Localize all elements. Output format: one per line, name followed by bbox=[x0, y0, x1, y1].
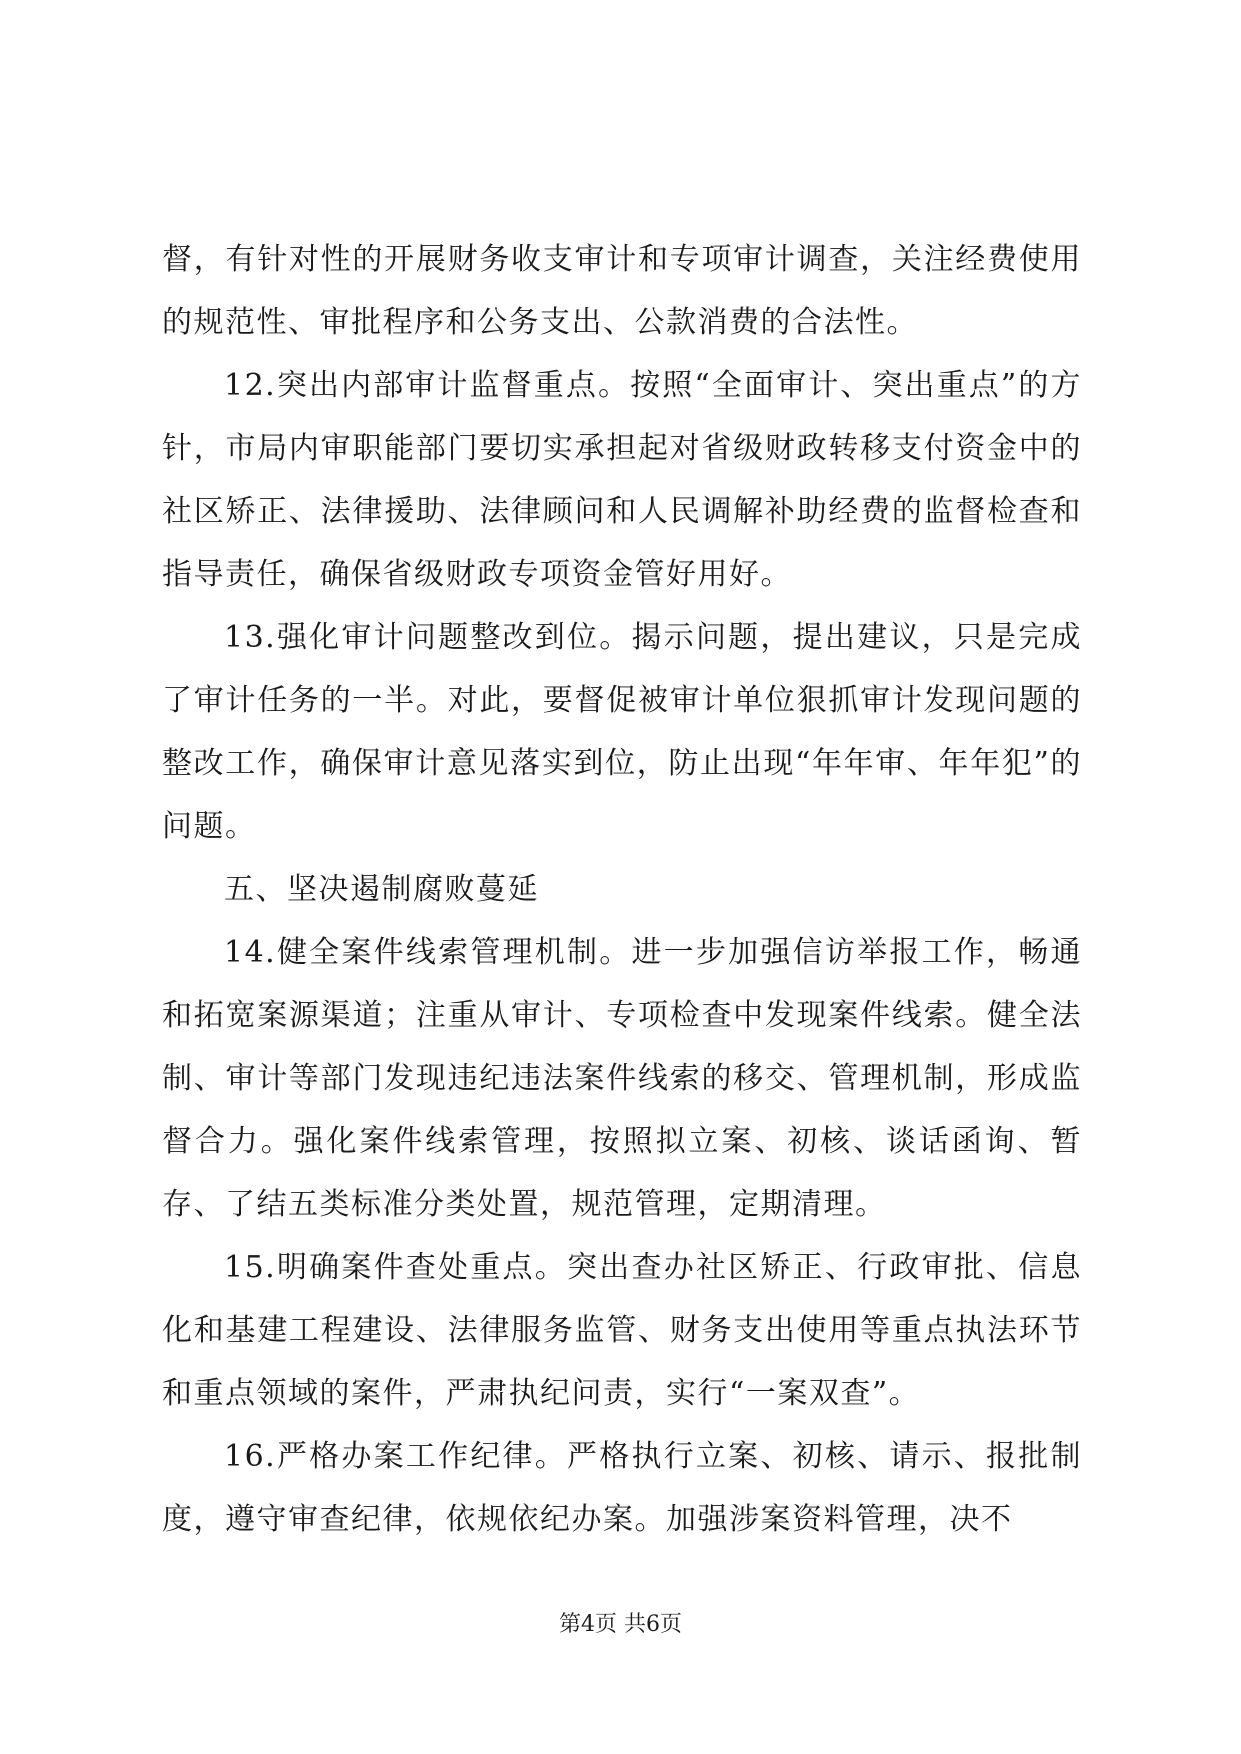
paragraph-item-16: 16.严格办案工作纪律。严格执行立案、初核、请示、报批制度，遵守审查纪律，依规依纪办案。加强涉案资料管理，决不 bbox=[162, 1439, 1082, 1537]
paragraph-continuation: 督，有针对性的开展财务收支审计和专项审计调查，关注经费使用的规范性、审批程序和公务支出、公款消费的合法性。 bbox=[162, 242, 1082, 340]
page-number-footer: 第4页 共6页 bbox=[559, 1612, 682, 1637]
section-heading-5: 五、坚决遏制腐败蔓延 bbox=[224, 872, 539, 907]
paragraph-item-15: 15.明确案件查处重点。突出查办社区矫正、行政审批、信息化和基建工程建设、法律服务监管、财务支出使用等重点执法环节和重点领域的案件，严肃执纪问责，实行“一案双查”。 bbox=[162, 1250, 1082, 1411]
paragraph-item-13: 13.强化审计问题整改到位。揭示问题，提出建议，只是完成了审计任务的一半。对此，要督促被审计单位狠抓审计发现问题的整改工作，确保审计意见落实到位，防止出现“年年审、年年犯”的问题。 bbox=[162, 620, 1082, 844]
paragraph-item-14: 14.健全案件线索管理机制。进一步加强信访举报工作，畅通和拓宽案源渠道；注重从审计、专项检查中发现案件线索。健全法制、审计等部门发现违纪违法案件线索的移交、管理机制，形成监督合力。强化案件线索管理，按照拟立案、初核、谈话函询、暂存、了结五类标准分类处置，规范管理，定期清理。 bbox=[162, 935, 1082, 1222]
paragraph-item-12: 12.突出内部审计监督重点。按照“全面审计、突出重点”的方针，市局内审职能部门要切实承担起对省级财政转移支付资金中的社区矫正、法律援助、法律顾问和人民调解补助经费的监督检查和指导责任，确保省级财政专项资金管好用好。 bbox=[162, 368, 1082, 592]
document-body bbox=[162, 228, 1082, 1551]
